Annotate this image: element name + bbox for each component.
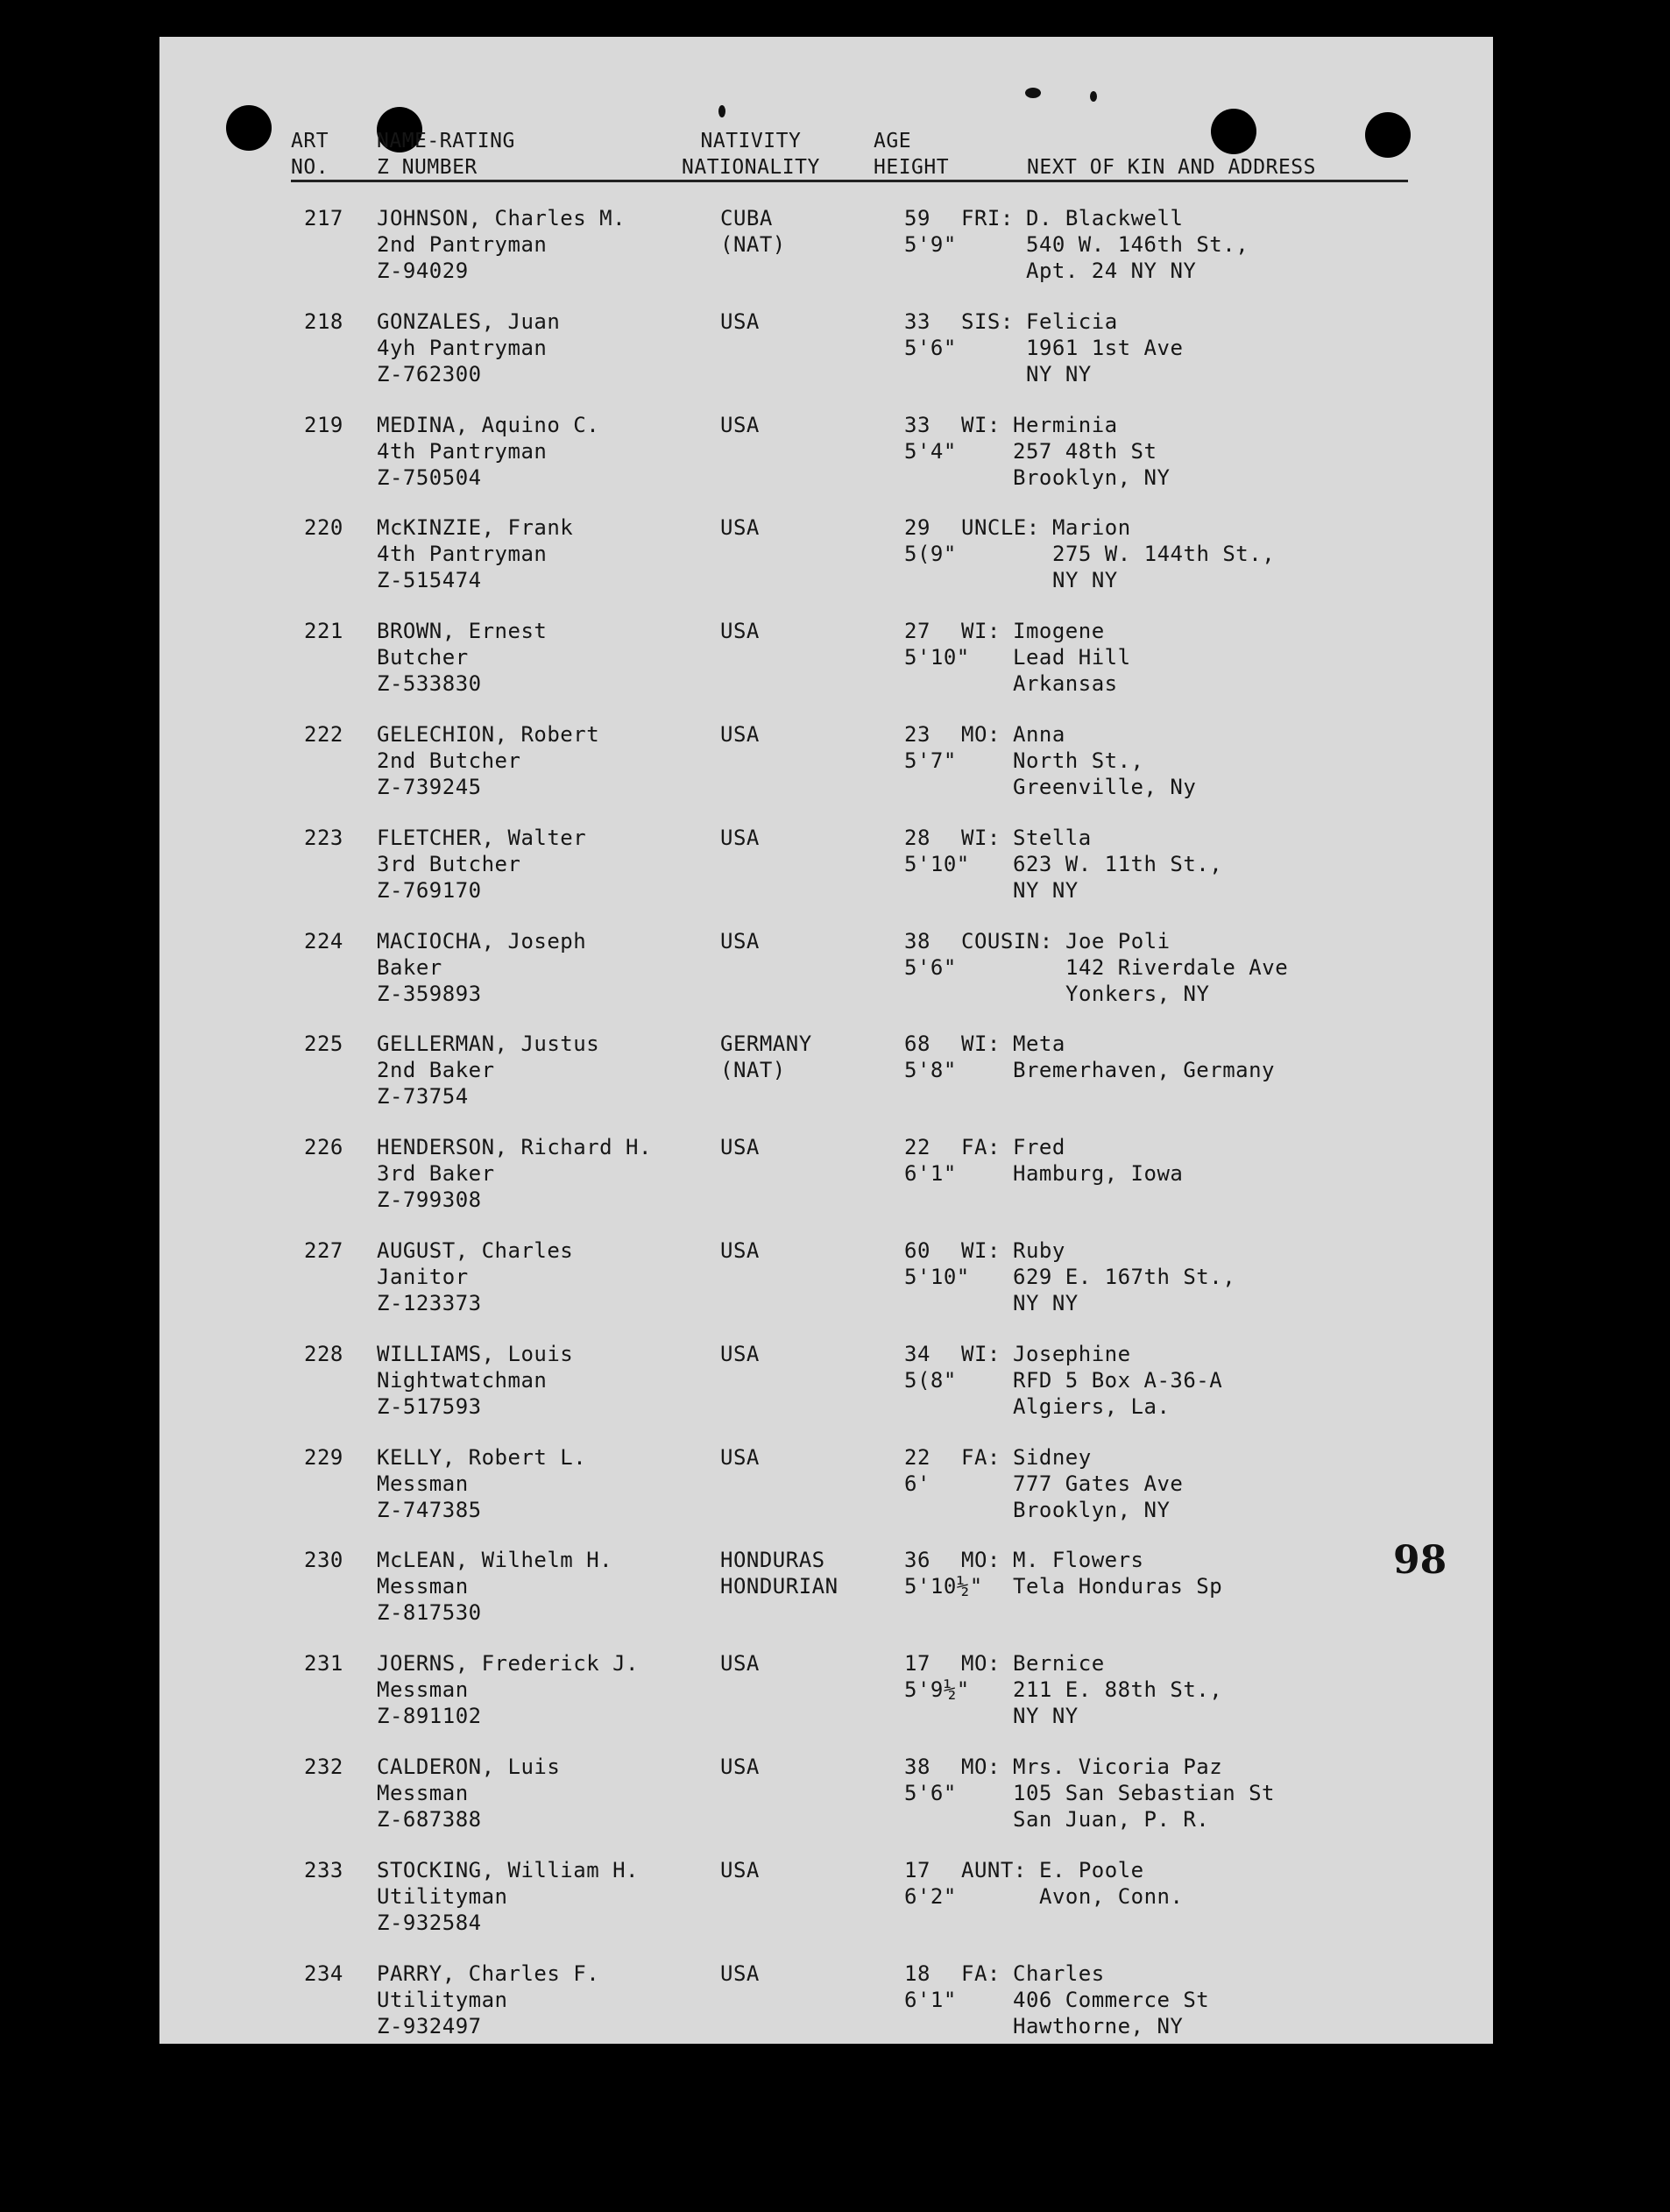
crew-name: McLEAN, Wilhelm H. bbox=[377, 1548, 613, 1573]
art-number: 229 bbox=[304, 1444, 343, 1470]
document-page bbox=[159, 37, 1493, 2044]
z-number: Z-517593 bbox=[377, 1393, 482, 1419]
crew-rating: Messman bbox=[377, 1471, 469, 1496]
z-number: Z-359893 bbox=[377, 981, 482, 1006]
header-art-no: ART NO. bbox=[291, 130, 329, 179]
height: 5'6" bbox=[904, 954, 957, 980]
nativity: USA bbox=[720, 928, 760, 954]
art-number: 217 bbox=[304, 206, 343, 230]
crew-rating: 3rd Baker bbox=[377, 1161, 495, 1187]
name-rating-block bbox=[377, 825, 692, 904]
age: 17 bbox=[904, 1651, 931, 1677]
kin-relation: FA: bbox=[961, 1135, 1001, 1160]
z-number: Z-123373 bbox=[377, 1291, 482, 1315]
crew-name: GONZALES, Juan bbox=[377, 308, 561, 334]
z-number: Z-891102 bbox=[377, 1704, 482, 1729]
crew-name: MEDINA, Aquino C. bbox=[377, 412, 600, 437]
name-rating-block bbox=[377, 514, 692, 593]
kin-name-address: Fred Hamburg, Iowa bbox=[1013, 1135, 1184, 1187]
z-number: Z-94029 bbox=[377, 259, 469, 283]
height: 5'7" bbox=[904, 748, 957, 773]
crew-rating: 2nd Pantryman bbox=[377, 232, 548, 257]
crew-name: FLETCHER, Walter bbox=[377, 825, 587, 850]
nativity: USA bbox=[720, 1135, 760, 1160]
art-number: 234 bbox=[304, 1960, 343, 1986]
table-row bbox=[159, 721, 1493, 825]
table-row bbox=[159, 1031, 1493, 1134]
z-number: Z-769170 bbox=[377, 877, 482, 903]
crew-name: PARRY, Charles F. bbox=[377, 1960, 600, 1986]
page-number: 98 bbox=[1393, 1538, 1447, 1583]
kin-relation: WI: bbox=[961, 1032, 1001, 1057]
kin-name-address: Meta Bremerhaven, Germany bbox=[1013, 1032, 1275, 1083]
crew-name: McKINZIE, Frank bbox=[377, 515, 574, 541]
name-rating-block bbox=[377, 618, 692, 697]
height: 5'6" bbox=[904, 335, 957, 360]
age: 17 bbox=[904, 1857, 931, 1882]
nativity: USA bbox=[720, 825, 760, 850]
height: 6'1" bbox=[904, 1987, 957, 2012]
art-number: 228 bbox=[304, 1341, 343, 1366]
height: 5'9" bbox=[904, 232, 957, 257]
table-row bbox=[159, 412, 1493, 515]
age: 60 bbox=[904, 1238, 931, 1263]
table-row bbox=[159, 1341, 1493, 1444]
kin-relation: FA: bbox=[961, 1960, 1001, 1986]
height: 5'4" bbox=[904, 438, 957, 464]
kin-name-address: Herminia 257 48th St Brooklyn, NY bbox=[1013, 412, 1171, 490]
kin-name-address: Stella 623 W. 11th St., NY NY bbox=[1013, 825, 1223, 903]
ink-speck bbox=[1025, 88, 1041, 98]
table-row bbox=[159, 308, 1493, 412]
nativity: USA bbox=[720, 722, 760, 747]
age: 33 bbox=[904, 308, 931, 334]
kin-relation: MO: bbox=[961, 1755, 1001, 1779]
kin-name-address: Marion 275 W. 144th St., NY NY bbox=[1052, 515, 1276, 593]
crew-rating: Messman bbox=[377, 1677, 469, 1703]
art-number: 233 bbox=[304, 1857, 343, 1882]
age: 22 bbox=[904, 1135, 931, 1160]
table-row bbox=[159, 928, 1493, 1032]
age: 29 bbox=[904, 515, 931, 541]
age: 22 bbox=[904, 1444, 931, 1470]
art-number: 220 bbox=[304, 515, 343, 541]
name-rating-block bbox=[377, 1547, 692, 1626]
kin-name-address: Sidney 777 Gates Ave Brooklyn, NY bbox=[1013, 1444, 1184, 1522]
crew-rating: 2nd Butcher bbox=[377, 748, 521, 773]
table-row bbox=[159, 1444, 1493, 1548]
name-rating-block bbox=[377, 412, 692, 491]
z-number: Z-73754 bbox=[377, 1084, 469, 1110]
nativity: USA bbox=[720, 1444, 760, 1470]
crew-rating: Nightwatchman bbox=[377, 1367, 548, 1393]
kin-name-address: Joe Poli 142 Riverdale Ave Yonkers, NY bbox=[1065, 928, 1289, 1006]
kin-name-address: Charles 406 Commerce St Hawthorne, NY bbox=[1013, 1960, 1210, 2038]
crew-rating: Butcher bbox=[377, 645, 469, 670]
name-rating-block bbox=[377, 928, 692, 1007]
nativity: USA bbox=[720, 515, 760, 541]
nativity: USA bbox=[720, 619, 760, 644]
name-rating-block bbox=[377, 1134, 692, 1213]
kin-name-address: Felicia 1961 1st Ave NY NY bbox=[1026, 308, 1184, 386]
kin-name-address: Imogene Lead Hill Arkansas bbox=[1013, 619, 1131, 697]
header-underline bbox=[291, 180, 1408, 182]
header-name-rating: NAME-RATING Z NUMBER bbox=[377, 130, 515, 179]
crew-rating: 2nd Baker bbox=[377, 1058, 495, 1083]
height: 5'9½" bbox=[904, 1677, 970, 1703]
kin-name-address: E. Poole Avon, Conn. bbox=[1039, 1857, 1184, 1909]
table-row bbox=[159, 618, 1493, 721]
height: 6'1" bbox=[904, 1161, 957, 1187]
table-row bbox=[159, 1754, 1493, 1857]
z-number: Z-739245 bbox=[377, 775, 482, 799]
crew-rating: Baker bbox=[377, 954, 442, 980]
art-number: 226 bbox=[304, 1135, 343, 1160]
nativity: USA bbox=[720, 1651, 760, 1677]
nativity: USA bbox=[720, 1238, 760, 1263]
binder-hole-center-right bbox=[1211, 109, 1256, 154]
header-next-of-kin: NEXT OF KIN AND ADDRESS bbox=[1027, 156, 1316, 179]
crew-name: CALDERON, Luis bbox=[377, 1755, 561, 1779]
kin-relation: WI: bbox=[961, 1238, 1001, 1263]
nativity: USA bbox=[720, 308, 760, 334]
name-rating-block bbox=[377, 1031, 692, 1110]
art-number: 227 bbox=[304, 1238, 343, 1263]
crew-rating: 3rd Butcher bbox=[377, 851, 521, 876]
z-number: Z-750504 bbox=[377, 464, 482, 490]
z-number: Z-932584 bbox=[377, 1910, 482, 1935]
table-row bbox=[159, 514, 1493, 618]
kin-relation: FRI: bbox=[961, 206, 1014, 230]
z-number: Z-817530 bbox=[377, 1600, 482, 1626]
table-row bbox=[159, 1650, 1493, 1754]
crew-name: AUGUST, Charles bbox=[377, 1238, 574, 1263]
height: 6' bbox=[904, 1471, 931, 1496]
nativity: USA bbox=[720, 1857, 760, 1882]
height: 5'10½" bbox=[904, 1574, 983, 1599]
age: 28 bbox=[904, 825, 931, 850]
kin-name-address: Anna North St., Greenville, Ny bbox=[1013, 722, 1197, 799]
crew-rating: Messman bbox=[377, 1781, 469, 1805]
kin-name-address: Ruby 629 E. 167th St., NY NY bbox=[1013, 1238, 1236, 1315]
age: 18 bbox=[904, 1960, 931, 1986]
art-number: 232 bbox=[304, 1755, 343, 1779]
crew-rating: 4yh Pantryman bbox=[377, 335, 548, 360]
header-age-height: AGE HEIGHT bbox=[874, 130, 950, 179]
kin-relation: WI: bbox=[961, 619, 1001, 644]
kin-relation: WI: bbox=[961, 412, 1001, 437]
crew-rating: Utilityman bbox=[377, 1883, 508, 1909]
kin-name-address: Mrs. Vicoria Paz 105 San Sebastian St San Juan, P. R. bbox=[1013, 1755, 1275, 1832]
table-row bbox=[159, 1547, 1493, 1650]
art-number: 224 bbox=[304, 928, 343, 954]
height: 5(9" bbox=[904, 542, 957, 567]
z-number: Z-515474 bbox=[377, 568, 482, 593]
art-number: 219 bbox=[304, 412, 343, 437]
kin-relation: SIS: bbox=[961, 308, 1014, 334]
art-number: 231 bbox=[304, 1651, 343, 1677]
crew-name: KELLY, Robert L. bbox=[377, 1444, 587, 1470]
binder-hole-left bbox=[226, 105, 272, 151]
ink-speck bbox=[1090, 91, 1097, 102]
name-rating-block bbox=[377, 205, 692, 284]
art-number: 218 bbox=[304, 308, 343, 334]
table-row bbox=[159, 1960, 1493, 2064]
nativity: CUBA (NAT) bbox=[720, 206, 786, 257]
name-rating-block bbox=[377, 721, 692, 800]
kin-relation: WI: bbox=[961, 825, 1001, 850]
z-number: Z-762300 bbox=[377, 361, 482, 386]
art-number: 230 bbox=[304, 1548, 343, 1573]
height: 5'10" bbox=[904, 851, 970, 876]
kin-name-address: Bernice 211 E. 88th St., NY NY bbox=[1013, 1651, 1223, 1729]
kin-relation: FA: bbox=[961, 1444, 1001, 1470]
name-rating-block bbox=[377, 1444, 692, 1523]
crew-rating: 4th Pantryman bbox=[377, 438, 548, 464]
height: 6'2" bbox=[904, 1883, 957, 1909]
age: 36 bbox=[904, 1548, 931, 1573]
kin-name-address: D. Blackwell 540 W. 146th St., Apt. 24 NY NY bbox=[1026, 206, 1249, 283]
name-rating-block bbox=[377, 1341, 692, 1420]
z-number: Z-687388 bbox=[377, 1807, 482, 1832]
height: 5'8" bbox=[904, 1058, 957, 1083]
nativity: USA bbox=[720, 1341, 760, 1366]
nativity: USA bbox=[720, 1960, 760, 1986]
table-row bbox=[159, 1857, 1493, 1960]
name-rating-block bbox=[377, 1857, 692, 1936]
name-rating-block bbox=[377, 1960, 692, 2039]
crew-name: MACIOCHA, Joseph bbox=[377, 928, 587, 954]
z-number: Z-747385 bbox=[377, 1497, 482, 1522]
table-row bbox=[159, 1134, 1493, 1237]
kin-relation: COUSIN: bbox=[961, 928, 1053, 954]
art-number: 222 bbox=[304, 722, 343, 747]
crew-rating: Utilityman bbox=[377, 1987, 508, 2012]
crew-name: JOHNSON, Charles M. bbox=[377, 206, 626, 230]
crew-rating: Messman bbox=[377, 1574, 469, 1599]
age: 27 bbox=[904, 619, 931, 644]
name-rating-block bbox=[377, 1237, 692, 1316]
art-number: 221 bbox=[304, 619, 343, 644]
header-nativity: NATIVITY NATIONALITY bbox=[682, 130, 820, 179]
name-rating-block bbox=[377, 1650, 692, 1729]
kin-relation: WI: bbox=[961, 1341, 1001, 1366]
kin-relation: UNCLE: bbox=[961, 515, 1040, 541]
crew-name: GELLERMAN, Justus bbox=[377, 1032, 600, 1057]
kin-relation: MO: bbox=[961, 722, 1001, 747]
z-number: Z-799308 bbox=[377, 1188, 482, 1213]
crew-name: WILLIAMS, Louis bbox=[377, 1341, 574, 1366]
age: 38 bbox=[904, 1755, 931, 1779]
nativity: GERMANY (NAT) bbox=[720, 1032, 812, 1083]
name-rating-block bbox=[377, 308, 692, 387]
nativity: USA bbox=[720, 1755, 760, 1779]
table-row bbox=[159, 825, 1493, 928]
age: 33 bbox=[904, 412, 931, 437]
crew-name: BROWN, Ernest bbox=[377, 619, 548, 644]
z-number: Z-533830 bbox=[377, 671, 482, 697]
art-number: 223 bbox=[304, 825, 343, 850]
height: 5'10" bbox=[904, 645, 970, 670]
name-rating-block bbox=[377, 1754, 692, 1833]
crew-name: STOCKING, William H. bbox=[377, 1857, 639, 1882]
kin-relation: MO: bbox=[961, 1548, 1001, 1573]
kin-name-address: Josephine RFD 5 Box A-36-A Algiers, La. bbox=[1013, 1341, 1223, 1419]
age: 68 bbox=[904, 1032, 931, 1057]
crew-rating: Janitor bbox=[377, 1265, 469, 1289]
kin-relation: MO: bbox=[961, 1651, 1001, 1677]
height: 5'10" bbox=[904, 1265, 970, 1289]
art-number: 225 bbox=[304, 1032, 343, 1057]
binder-hole-right bbox=[1365, 112, 1411, 158]
table-row bbox=[159, 1237, 1493, 1341]
nativity: HONDURAS HONDURIAN bbox=[720, 1548, 839, 1599]
nativity: USA bbox=[720, 412, 760, 437]
crew-rating: 4th Pantryman bbox=[377, 542, 548, 567]
crew-name: JOERNS, Frederick J. bbox=[377, 1651, 639, 1677]
age: 59 bbox=[904, 206, 931, 230]
height: 5(8" bbox=[904, 1367, 957, 1393]
age: 34 bbox=[904, 1341, 931, 1366]
crew-name: HENDERSON, Richard H. bbox=[377, 1135, 652, 1160]
ink-speck bbox=[718, 105, 725, 117]
crew-name: GELECHION, Robert bbox=[377, 722, 600, 747]
age: 38 bbox=[904, 928, 931, 954]
kin-relation: AUNT: bbox=[961, 1857, 1027, 1882]
kin-name-address: M. Flowers Tela Honduras Sp bbox=[1013, 1548, 1223, 1599]
table-row bbox=[159, 205, 1493, 308]
z-number: Z-932497 bbox=[377, 2013, 482, 2038]
height: 5'6" bbox=[904, 1781, 957, 1805]
age: 23 bbox=[904, 722, 931, 747]
